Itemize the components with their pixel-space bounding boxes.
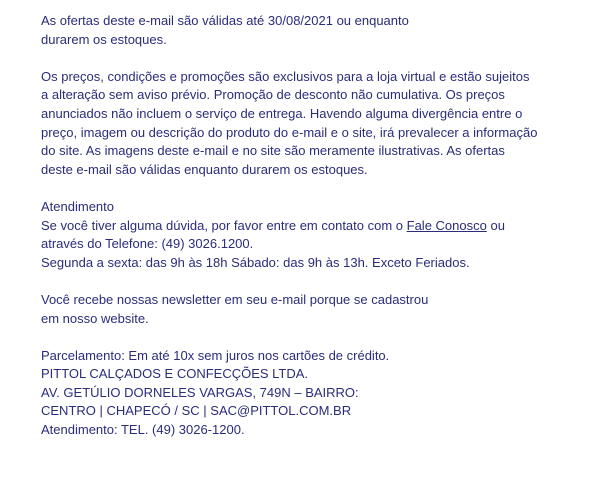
disclaimer-line: deste e-mail são válidas enquanto durarem os estoques. bbox=[41, 161, 368, 177]
validity-line: durarem os estoques. bbox=[41, 31, 167, 47]
support-heading: Atendimento bbox=[41, 198, 114, 214]
newsletter-notice bbox=[41, 291, 581, 328]
company-info bbox=[41, 347, 581, 440]
disclaimer-line: anunciados não incluem o serviço de entrega. Havendo alguma divergência entre o bbox=[41, 105, 523, 121]
legal-disclaimer bbox=[41, 68, 581, 180]
validity-line: As ofertas deste e-mail são válidas até 30/08/2021 ou enquanto bbox=[41, 13, 409, 28]
disclaimer-line: Os preços, condições e promoções são exclusivos para a loja virtual e estão sujeitos bbox=[41, 68, 530, 84]
email-footer bbox=[41, 12, 581, 458]
newsletter-line: em nosso website. bbox=[41, 310, 149, 326]
company-city-email: CENTRO | CHAPECÓ / SC | SAC@PITTOL.COM.BR bbox=[41, 403, 352, 419]
contact-suffix: ou bbox=[486, 217, 505, 233]
newsletter-line: Você recebe nossas newsletter em seu e-mail porque se cadastrou bbox=[41, 291, 429, 307]
company-name: PITTOL CALÇADOS E CONFECÇÕES LTDA. bbox=[41, 366, 309, 382]
company-address: AV. GETÚLIO DORNELES VARGAS, 749N – BAIRRO: bbox=[41, 384, 359, 400]
disclaimer-line: a alteração sem aviso prévio. Promoção de desconto não cumulativa. Os preços bbox=[41, 87, 505, 103]
support-contact-line bbox=[41, 217, 581, 236]
support-phone-line: através do Telefone: (49) 3026.1200. bbox=[41, 236, 254, 252]
contact-prefix: Se você tiver alguma dúvida, por favor entre em contato com o bbox=[41, 217, 407, 233]
support-hours-line: Segunda a sexta: das 9h às 18h Sábado: das 9h às 13h. Exceto Feriados. bbox=[41, 254, 470, 270]
disclaimer-line: do site. As imagens deste e-mail e no site são meramente ilustrativas. As ofertas bbox=[41, 143, 505, 159]
company-phone: Atendimento: TEL. (49) 3026-1200. bbox=[41, 422, 245, 438]
offer-validity-notice bbox=[41, 12, 581, 49]
disclaimer-line: preço, imagem ou descrição do produto do e-mail e o site, irá prevalecer a informação bbox=[41, 124, 538, 140]
support-section bbox=[41, 198, 581, 272]
fale-conosco-link[interactable]: Fale Conosco bbox=[406, 217, 487, 233]
installments-line: Parcelamento: Em até 10x sem juros nos cartões de crédito. bbox=[41, 347, 390, 363]
